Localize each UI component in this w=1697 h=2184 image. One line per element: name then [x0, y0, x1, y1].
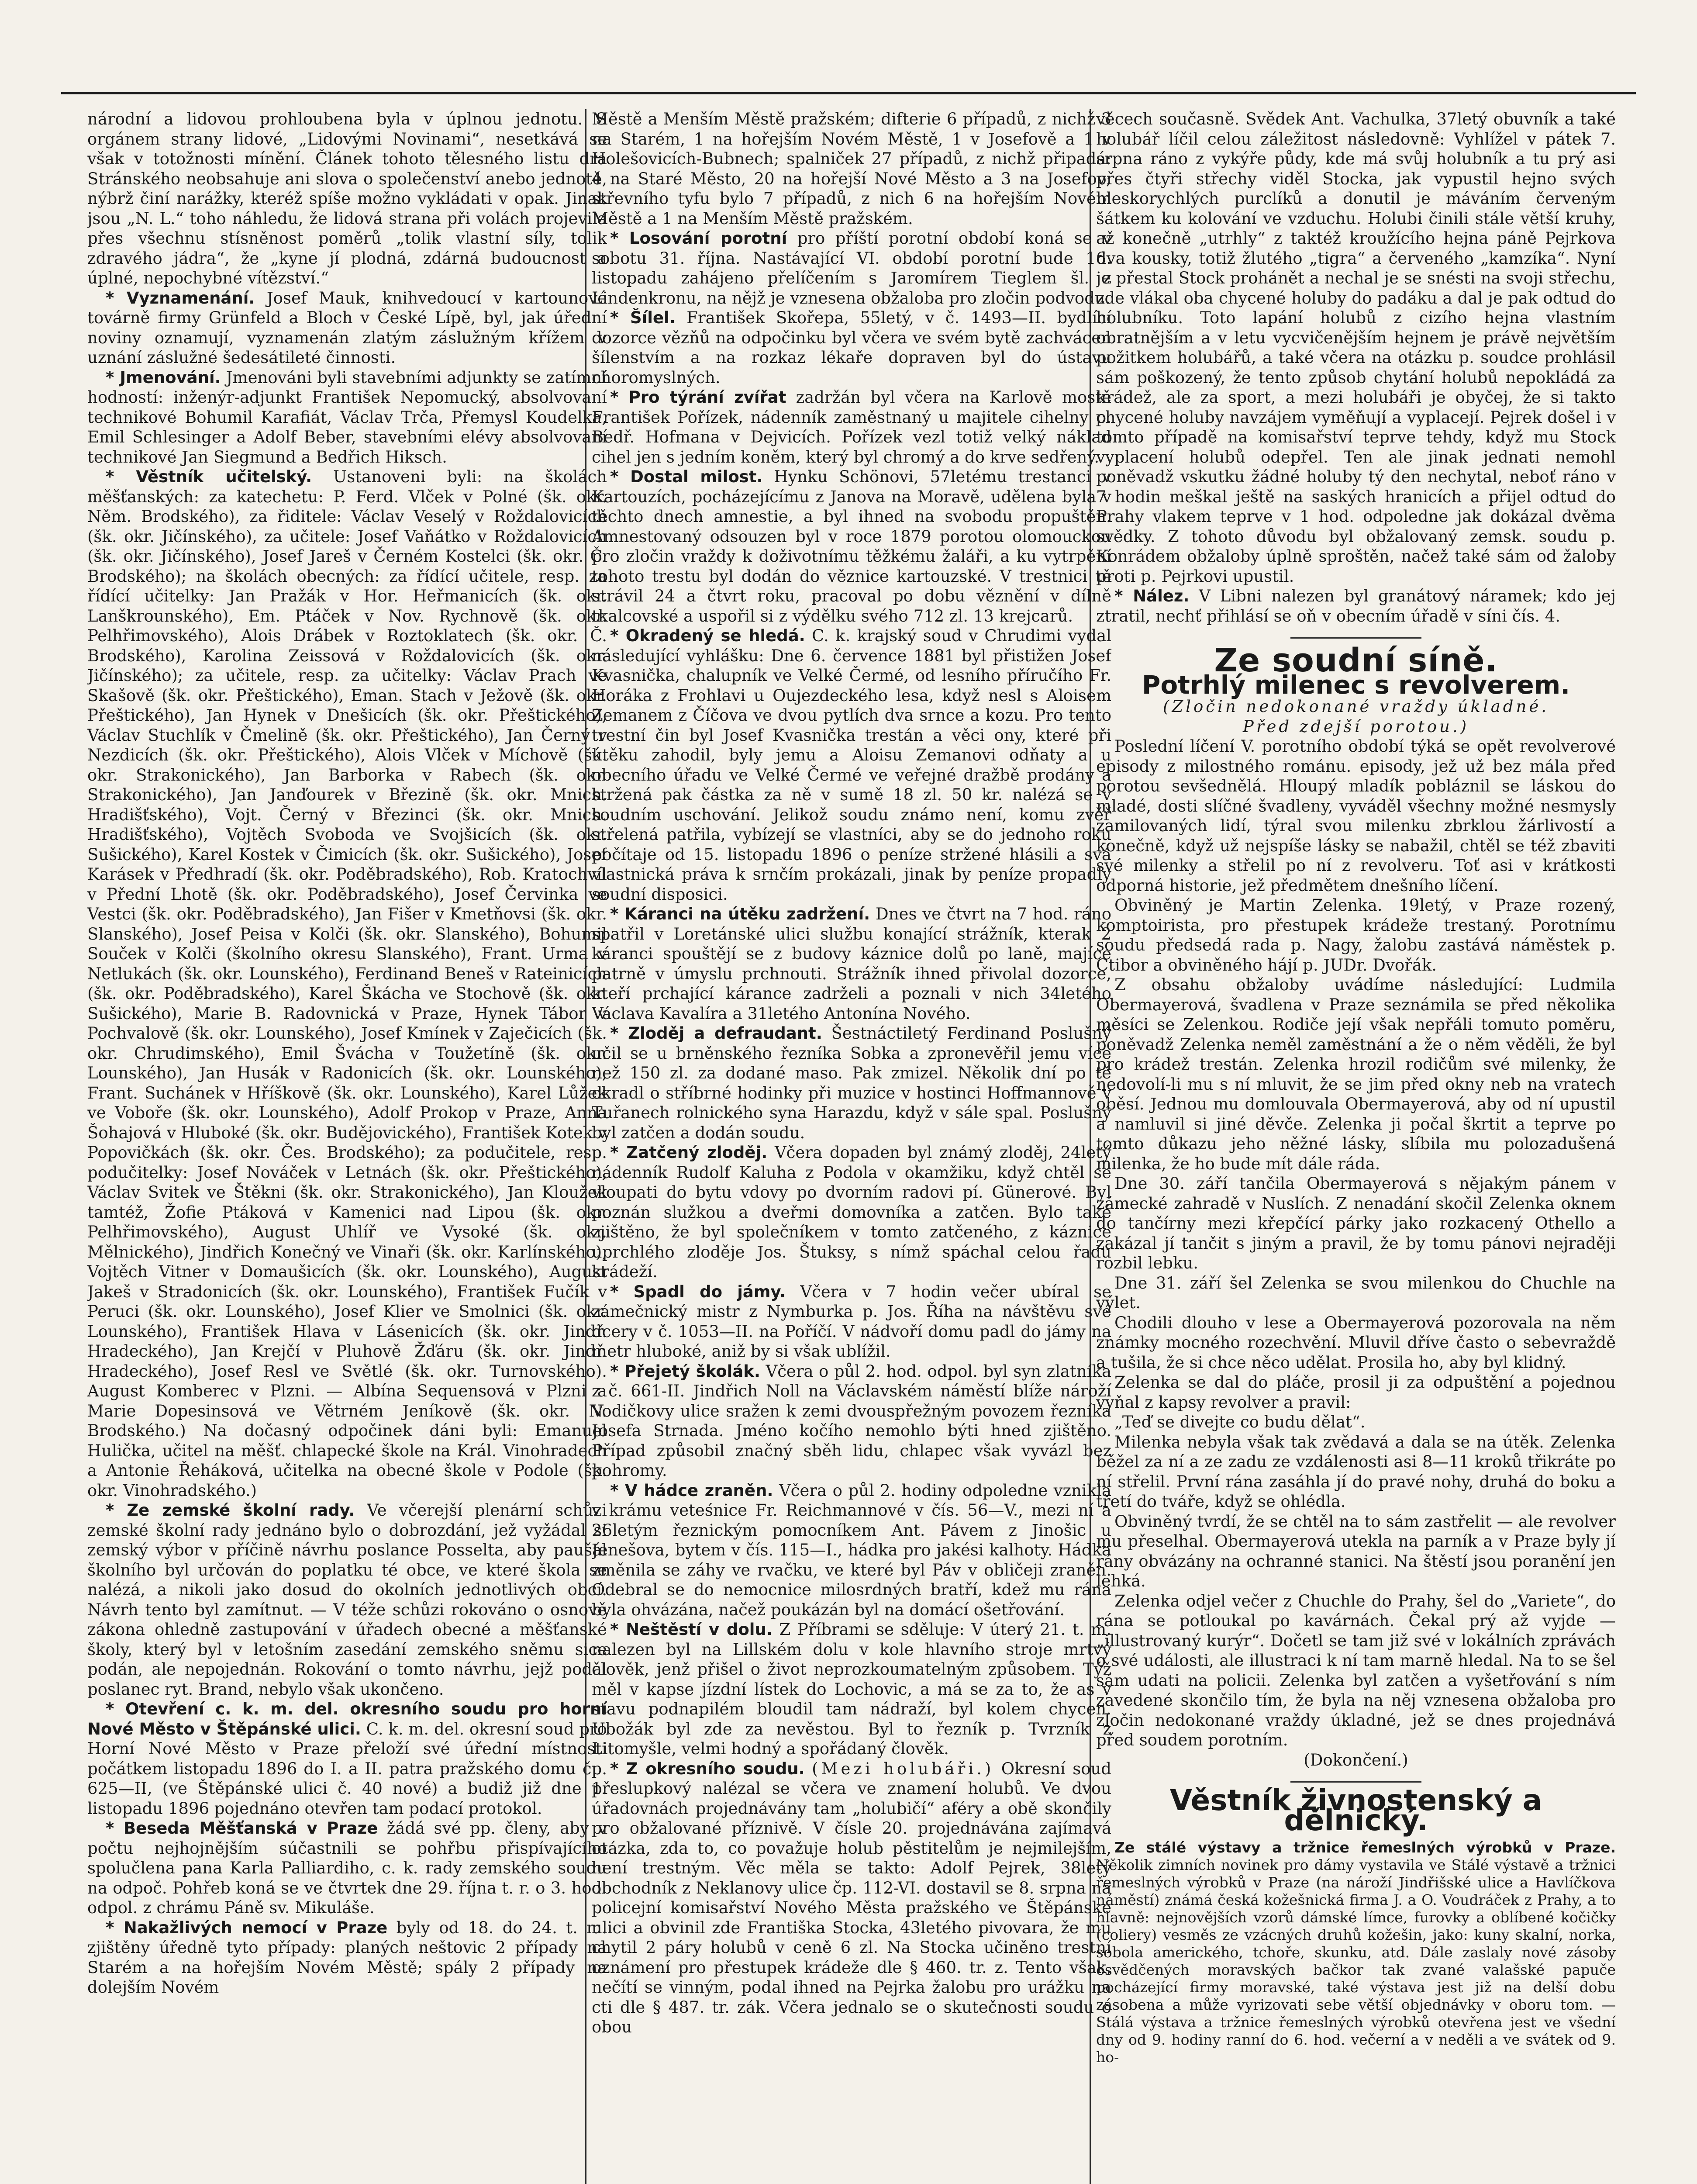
article-subtitle: (Zločin nedokonané vraždy úkladné. [1163, 697, 1549, 716]
article-okradeny [592, 626, 1111, 904]
article-heading: * Zloděj a defraudant. [610, 1024, 822, 1043]
article-heading: * Vyznamenání. [106, 288, 255, 308]
article-text: Zelenka odjel večer z Chuchle do Prahy, šel do „Variete“, do rána se potloukal po kavárnách. Čekal prý až vyjde — „illustrovaný kurýr“. Dočetl se tam již své v lokálních zprávách o své události, ale illustraci k ní tam marně hledal. Na to se šel sám udati na policii. Zelenka byl zatčen a vyšetřování s ním zavedené skončilo tím, že byla na něj vznesena obžaloba pro zločin nedokonané vraždy úkladné, jež se dnes projednává před soudem porotním. [1096, 1591, 1616, 1749]
article-losovani [592, 228, 1111, 308]
article-text: byly od 18. do 24. t. m. zjištěny úředně tyto případy: planých neštovic 2 případy na Starém a na hořejším Novém Městě; spály 2 případy na dolejším Novém [87, 1918, 607, 1997]
article-text: Včera o půl 2. hod. odpol. byl syn zlatníka z č. 661-II. Jindřich Noll na Václavském náměstí blíže nároží Vodičkovy ulice sražen k zemi dvouspřežným povozem řezníka Josefa Strnada. Jméno kočího nemohlo býti hned zjištěno. Případ způsobil značný sběh lidu, chlapec však vyvázl bez pohromy. [592, 1362, 1111, 1480]
article-text: Obviněný tvrdí, že se chtěl na to sám zastřelit — ale revolver mu přeselhal. Obermayerová utekla na parník a v Praze byly jí rány obvázány na ochranné stanici. Na štěstí jsou poranění jen lehká. [1096, 1512, 1616, 1590]
article-skolni-rada [87, 1500, 607, 1699]
article-skolak [592, 1362, 1111, 1481]
article-heading: * Ze zemské školní rady. [106, 1501, 355, 1520]
article-jmenovani [87, 368, 607, 467]
article-okresni-soud-holubari [592, 1759, 1111, 2037]
article-beseda [87, 1818, 607, 1918]
article-text: Šestnáctiletý Ferdinand Poslušný učil se u brněnského řezníka Sobka a zpronevěřil jemu více než 150 zl. za dodané maso. Pak zmizel. Několik dní po tě okradl o stříbrné hodinky při muzice v hostinci Hoffmannově v Tuřanech rolnického syna Harazdu, když v sále spal. Poslušný byl zatčen a dodán soudu. [592, 1024, 1111, 1142]
article-heading: * Káranci na útěku zadržení. [610, 905, 870, 923]
article-text: národní a lidovou prohloubena byla v úplnou jednotu. S orgánem strany lidové, „Lidovými Novinami“, nesetkává se však v totožnosti mínění. Článek tohoto tělesného listu dra Stránského neobsahuje ani slova o společenství anebo jednotě, nýbrž činí narážky, kteréž spíše možno vykládati v opak. Jinak jsou „N. L.“ toho náhledu, že lidová strana při volách projevila přes všechnu stísněnost poměrů „tolik vlastní síly, tolik zdravého jádra“, že „kyne jí plodná, zdárná budoucnost a úplné, nepochybné vítězství.“ [87, 110, 607, 287]
article-text: Poslední líčení V. porotního období týká se opět revolverové episody z milostného románu. episody, jež už bez mála před porotou sevšednělá. Hloupý mladík pobláznil se láskou do mladé, dosti slíčné švadleny, vyváděl všechny možné nesmysly zamilovaných lidí, týral svou milenku zbrklou žárlivostí a konečně, když už nejspíše lásky se nabažil, chtěl se též zbaviti své milenky a střelil po ní z revolveru. Toť asi v krátkosti odporná historie, jež předmětem dnešního líčení. [1096, 737, 1616, 895]
article-text: C. k. krajský soud v Chrudimi vydal následující vyhlášku: Dne 6. července 1881 byl přistižen Josef Kvasnička, chalupník ve Velké Čermé, od lesního příručího Fr. Horáka z Frohlavi u Oujezdeckého lesa, když nesl s Aloisem Zemanem z Číčova ve dvou pytlích dva srnce a kozu. Pro tento trestní čin byl Josef Kvasnička trestán a věci ony, které při útěku zahodil, byly jemu a Aloisu Zemanovi odňaty a u obecního úřadu ve Velké Čermé ve veřejné dražbě prodány a stržená pak částka za ně v sumě 18 zl. 50 kr. nalézá se v soudním uschování. Jelikož soudu známo není, komu zvěř střelená patřila, vybízejí se vlastníci, aby se do jednoho roku počítaje od 15. listopadu 1896 o peníze stržené hlásili a svá vlastnická práva k srnčím prokázali, jinak by peníze propadly soudní disposici. [592, 626, 1111, 904]
article-heading: * Zatčený zloděj. [610, 1143, 768, 1162]
article-text: V Libni nalezen byl granátový náramek; kdo jej ztratil, nechť přihlásí se oň v obecním úřadě v síni čís. 4. [1096, 587, 1616, 625]
article-heading: * Pro týrání zvířat [610, 388, 786, 407]
article-milost [592, 467, 1111, 626]
article-vestnik-ucitelsky [87, 467, 607, 1500]
section-title: Věstník živnostenský a dělnický. [1169, 1783, 1542, 1837]
article-okresni-soud [87, 1699, 607, 1818]
column-3 [1096, 109, 1616, 2184]
article-text: Zelenka se dal do pláče, prosil ji za odpuštění a pojednou vyňal z kapsy revolver a pravil: [1096, 1373, 1616, 1412]
article-text: Milenka nebyla však tak zvědavá a dala se na útěk. Zelenka běžel za ní a ze zadu ze vzdálenosti asi 8—11 kroků třikráte po ní střelil. První rána zasáhla jí do pravé nohy, druhá do boku a třetí do tváře, když se ohlédla. [1096, 1432, 1616, 1511]
article-heading: * Nález. [1114, 587, 1190, 605]
article-heading: * Neštěstí v dolu. [610, 1620, 773, 1639]
article-heading: * Otevření c. k. m. del. okresního soudu pro horní Nové Město v Štěpánské ulici. [87, 1700, 607, 1738]
article-text: Z obsahu obžaloby uvádíme následující: Ludmila Obermayerová, švadlena v Praze seznámila se před několika měsíci se Zelenkou. Rodiče její však nepřáli tomuto poměru, poněvadž Zelenka neměl zaměstnání a že o něm věděli, že byl pro krádež trestán. Zelenka hrozil rodičům své milenky, že nedovolí-li mu s ní mluvit, že se jim před okny neb na vratech oběsí. Jednou mu domlouvala Obermayerová, aby od ní upustil a namluvil si jiné děvče. Zelenka ji počal škrtit a teprve po tomto důkazu jeho něžné lásky, slíbila mu polozadušená milenka, že ho bude mít dále ráda. [1096, 975, 1616, 1173]
article-heading: * Spadl do jámy. [610, 1282, 786, 1301]
section-divider [1290, 1781, 1421, 1783]
section-divider [1290, 637, 1421, 639]
article-text: žádá své pp. členy, aby v počtu nejhojnějším súčastnili se pohřbu přispívajícího spolučlena pana Karla Palliardiho, c. k. rady zemského soudu na odpoč. Pohřeb koná se ve čtvrtek dne 29. října t. r. o 3. hod. odpol. z chrámu Páně sv. Mikuláše. [87, 1819, 607, 1917]
top-rule [61, 92, 1636, 94]
column-1 [87, 109, 607, 2184]
article-text: C. k. m. del. okresní soud pro Horní Nové Město v Praze přeloží své úřední místnosti počátkem listopadu 1896 do I. a II. patra pražského domu čp. 625—II, (ve Štěpánské ulici č. 40 nové) a budiž již dne 1. listopadu 1896 pojednáno otevřen tam podací protokol. [87, 1719, 607, 1818]
article-heading: * Přejetý školák. [610, 1362, 760, 1381]
section-title: Ze soudní síně. [1214, 642, 1498, 679]
article-text: Včera dopaden byl známý zloděj, 24letý nádenník Rudolf Kaluha z Podola v okamžiku, když chtěl se vloupati do bytu vdovy po dvorním radovi pí. Günerové. Byl poznán služkou a dveřmi domovníka a zatčen. Bylo také zjištěno, že byl společníkem v tomto zatčeného, z káznice uprchlého zloděje Jos. Štuksy, s nímž spáchal celou řadu krádeží. [592, 1143, 1111, 1281]
article-zatceny-zlodej [592, 1143, 1111, 1282]
article-silel [592, 308, 1111, 387]
article-text: Obviněný je Martin Zelenka. 19letý, v Praze rozený, komptoirista, pro přestupek krádeže trestaný. Porotnímu soudu předsedá rada p. Nagy, žalobu zastává náměstek p. Ctibor a obviněného hájí p. JUDr. Dvořák. [1096, 896, 1616, 975]
article-text: Hynku Schönovi, 57letému trestanci v Kartouzích, pocházejícímu z Janova na Moravě, udělena byla v těchto dnech amnestie, a byl ihned na svobodu propuštěn. Amnestovaný odsouzen byl v roce 1879 porotou olomouckou pro zločin vraždy k doživotnímu těžkému žaláři, a ku vytrpění tohoto trestu byl dodán do věznice kartouzské. V trestnici tě strávil 24 a čtvrt roku, pracoval po dobu věznění v dílně tkalcovské a uspořil si z výdělku svého 712 zl. 13 krejcarů. [592, 467, 1111, 625]
article-text: Včera v 7 hodin večer ubíral se zámečnický mistr z Nymburka p. Jos. Říha na návštěvu své dcery v č. 1053—II. na Poříčí. V nádvoří domu padl do jámy na metr hluboké, aniž by si však ublížil. [592, 1282, 1111, 1361]
article-text: Z Příbrami se sděluje: V úterý 21. t. m. nalezen byl na Lillském dolu v kole hlavního stroje mrtvý člověk, jenž přišel o život neprozkoumatelným způsobem. Týž měl v kapse jízdní lístek do Lochovic, a má se za to, že as v stavu podnapilém bloudil tam nádraží, byl kolem chycen. Ubožák byl zde za nevěstou. Byl to řezník p. Tvrzník z Litomyšle, velmi hodný a spořádaný člověk. [592, 1620, 1111, 1758]
article-text: Josef Mauk, knihvedoucí v kartounové továrně firmy Grünfeld a Bloch v České Lípě, byl, jak úřední noviny oznamují, vyznamenán zlatým záslužným křížem v uznání záslužné šedesátileté činnosti. [87, 288, 607, 367]
article-text: Chodili dlouho v lese a Obermayerová pozorovala na něm známky mocného rozechvění. Mluvil dříve často o sebevraždě a tušila, že si chce něco udělat. Prosila ho, aby byl klidný. [1096, 1313, 1616, 1372]
article-tyrani [592, 387, 1111, 467]
article-text: věcech současně. Svědek Ant. Vachulka, 37letý obuvník a také holubář líčil celou záležitost následovně: Vyhlížel v pátek 7. srpna ráno z vykýře půdy, kde má svůj holubník a tu prý asi přes čtyři střechy viděl Stocka, jak vypustil hejno svých bleskorychlých purclíků a donutil je máváním červeným šátkem ku kolování ve vzduchu. Holubi činili stále větší kruhy, až konečně „utrhly“ z taktéž kroužícího hejna páně Pejrkova dva kousky, totiž žlutého „tigra“ a červeného „kamzíka“. Nyní je přestal Stock prohánět a nechal je se snésti na svoji střechu, zde vlákal oba chycené holuby do padáku a dal je pak odtud do holubníku. Toto lapání holubů z cizího hejna vlastním obratnějším a v letu vycvičenějším hejnem je právě největším požitkem holubářů, a také včera na otázku p. soudce prohlásil sám poškozený, že tento způsob chytání holubů nepokládá za krádež, ale za sport, a mezi holubáři je obyčej, že si takto chycené holuby navzájem vyměňují a vyplacejí. Pejrek došel i v tomto případě na komisařství teprve tehdy, když mu Stock vyplacení holubů odepřel. Ten ale jinak jednati nemohl poněvadž vskutku žádné holuby tý den nechytal, neboť ráno v 7 hodin meškal ještě na saských hranicích a přijel odtud do Prahy vlakem teprve v 1 hod. odpoledne jak dokázal dvěma svědky. Z tohoto důvodu byl obžalovaný zemsk. soudu p. Konrádem obžaloby úplně sproštěn, načež také sám od žaloby proti p. Pejrkovi upustil. [1096, 110, 1616, 586]
article-hadka [592, 1481, 1111, 1620]
article-heading: * Z okresního soudu. [610, 1759, 805, 1778]
article-text: Dne 30. září tančila Obermayerová s nějakým pánem v zámecké zahradě v Nuslích. Z nenadání skočil Zelenka oknem do tančírny mezi křepčící párky jako rozkacený Othello a zakázal jí tančit s jiným a pravil, že by tomu pánovi nejraději rozbil lebku. [1096, 1174, 1616, 1272]
article-text: Jmenováni byli stavebními adjunkty se zatímní hodností: inženýr-adjunkt František Nepomucký, absolvovaní technikové Bohumil Karafiát, Václav Trča, Přemysl Koudelka, Emil Schlesinger a Adolf Beber, stavebními elévy absolvovaní technikové Jan Siegmund a Bedřich Hiksch. [87, 368, 607, 467]
article-heading: * Věstník učitelský. [106, 467, 312, 486]
article-vyznamenani [87, 288, 607, 368]
article-karanci [592, 904, 1111, 1023]
article-text: František Skořepa, 55letý, v č. 1493—II. bydlící dozorce vězňů na odpočinku byl včera ve svém bytě zachvácen šílenstvím a na rozkaz lékaře dopraven byl do ústavu choromyslných. [592, 308, 1111, 387]
article-text: Dnes ve čtvrt na 7 hod. ráno spatřil v Loretánské ulici službu konající strážník, kterak 2 káranci spouštějí se z budovy káznice dolů po laně, majíce patrně v úmyslu prchnouti. Strážník ihned přivolal dozorce, kteří prchající kárance zadrželi a poznali v nich 34letého Václava Kavalíra a 31letého Antonína Nového. [592, 905, 1111, 1023]
article-heading: * Dostal milost. [610, 467, 763, 486]
article-nemoci [87, 1918, 607, 1997]
article-subtitle: Před zdejší porotou.) [1242, 717, 1469, 736]
article-text: pro příští porotní období koná se v sobotu 31. října. Nastávající VI. období porotní bude 16. listopadu zahájeno přelíčením s Jaromírem Tieglem šl. z Lindenkronu, na nějž je vznesena obžaloba pro zločin podvodu. [592, 229, 1111, 308]
article-text: Několik zimních novinek pro dámy vystavila ve Stálé výstavě a tržnici řemeslných výrobků v Praze (na nároží Jindřišské ulice a Havlíčkova náměstí) známá česká kožešnická firma J. a O. Voudráček z Prahy, a to hlavně: nejnovějších vzorů dámské límce, furovky a oblíbené kočičky (coliery) vesměs ze vzácných druhů kožešin, jako: kuny skalní, norka, sobola amerického, tchoře, skunku, atd. Dále zaslaly nové zásoby osvědčených moravských bačkor tak zvané valašské papuče pocházející firmy moravské, také výstava jest již na delší dobu zásobena a může vyrizovati sebe větší objednávky v oboru tom. — Stálá výstava a tržnice řemeslných výrobků otevřena jest ve všední dny od 9. hodiny ranní do 6. hod. večerní a v neděli a ve svátek od 9. ho- [1096, 1856, 1616, 2066]
article-heading: * Nakažlivých nemocí v Praze [106, 1918, 388, 1937]
article-subheading: (Mezi holubáři.) [812, 1759, 994, 1778]
article-vystava [1096, 1839, 1616, 2066]
article-heading: * Beseda Měšťanská v Praze [106, 1819, 378, 1838]
article-spadl [592, 1282, 1111, 1362]
article-nestesti [592, 1620, 1111, 1759]
article-text: Ve včerejší plenární schůzi zemské školní rady jednáno bylo o dobrozdání, jež vyžádal si zemský výbor v příčině návrhu poslance Posselta, aby paušál školního byl určován do poplatku té obce, ve které škola se nalézá, a nikoli jako dosud do okolních jednotlivých obcí. Návrh tento byl zamítnut. — V téže schůzi rokováno o osnově zákona ohledně zastupování v úřadech obecné a měšťanské školy, který byl v letošním zasedání zemského sněmu sice podán, ale nepojednán. Rokování o tomto návrhu, jejž podal poslanec ryt. Brand, nebylo však ukončeno. [87, 1501, 607, 1699]
article-text: „Teď se divejte co budu dělat“. [1114, 1413, 1366, 1431]
article-heading: * Jmenování. [106, 368, 221, 387]
column-2 [592, 109, 1111, 2184]
article-heading: Ze stálé výstavy a tržnice řemeslných výrobků v Praze. [1114, 1839, 1616, 1856]
continuation-note: (Dokončení.) [1304, 1750, 1408, 1769]
article-heading: * Okradený se hledá. [610, 626, 805, 645]
article-nalez [1096, 586, 1616, 626]
article-heading: * Losování porotní [610, 229, 787, 248]
article-text: Ustanoveni byli: na školách měšťanských: za katechetu: P. Ferd. Vlček v Polné (šk. okr. Něm. Brodského), za řiditele: Václav Veselý v Roždalovicích (šk. okr. Jičínského), za učitele: Josef Vaňátko v Roždalovicích (šk. okr. Jičínského), Josef Jareš v Černém Kostelci (šk. okr. Č. Brodského); na školách obecných: za řídící učitele, resp. za řídící učitelky: Jan Pražák v Hor. Heřmanicích (šk. okr. Lanškrounského), Em. Ptáček v Nov. Rychnově (šk. okr. Pelhřimovského), Alois Drábek v Roztoklatech (šk. okr. Č. Brodského), Karolina Zeissová v Roždalovicích (šk. okr. Jičínského); za učitele, resp. za učitelky: Václav Prach ve Skašově (šk. okr. Přeštického), Eman. Stach v Ježově (šk. okr. Přeštického), Jan Hynek v Dnešicích (šk. okr. Přeštického), Václav Stuchlík v Čmelině (šk. okr. Přeštického), Jan Černý v Nezdicích (šk. okr. Přeštického), Alois Vlček v Míchově (šk. okr. Strakonického), Jan Barborka v Rabech (šk. okr. Strakonického), Jan Janďourek v Březině (šk. okr. Mnich. Hradišťského), Vojt. Černý v Březinci (šk. okr. Mnich. Hradišťského), Vojtěch Svoboda ve Svojšicích (šk. okr. Sušického), Karel Kostek v Čimicích (šk. okr. Sušického), Josef Karásek v Předhradí (šk. okr. Poděbradského), Rob. Kratochvíl v Přední Lhotě (šk. okr. Poděbradského), Josef Červinka ve Vestci (šk. okr. Poděbradského), Jan Fišer v Kmetňovsi (šk. okr. Slanského), Josef Peisa v Kolči (šk. okr. Slanského), Bohumil Souček v Kolči (školního okresu Slanského), Frant. Urma v Netlukách (šk. okr. Lounského), Ferdinand Beneš v Rateinicích (šk. okr. Poděbradského), Karel Škácha ve Stochově (šk. okr. Sušického), Marie B. Radovnická v Praze, Hynek Tábor v Pochvalově (šk. okr. Lounského), Josef Kmínek v Zaječicích (šk. okr. Chrudimského), Emil Švácha v Toužetíně (šk. okr. Lounského), Jan Husák v Radonicích (šk. okr. Lounského), Frant. Suchánek v Hříškově (šk. okr. Lounského), Karel Lůžek ve Voboře (šk. okr. Lounského), Adolf Prokop v Praze, Anna Šohajová v Hluboké (šk. okr. Budějovického), František Kotek v Popovičkách (šk. okr. Čes. Brodského); za podučitele, resp. podučitelky: Josef Nováček v Letnách (šk. okr. Přeštického), Václav Svitek ve Štěkni (šk. okr. Strakonického), Jan Kloužek tamtéž, Žofie Ptáková v Kamenici nad Lipou (šk. okr. Pelhřimovského), August Uhlíř ve Vysoké (šk. okr. Mělnického), Jindřich Konečný ve Vinaři (šk. okr. Karlínského), Vojtěch Vitner v Domaušicích (šk. okr. Lounského), August Jakeš v Stradonicích (šk. okr. Lounského), František Fučík v Peruci (šk. okr. Lounského), Josef Klier ve Smolnici (šk. okr. Lounského), František Hlava v Lásenicích (šk. okr. Jindř. Hradeckého), Jan Krejčí v Pluhově Žďáru (šk. okr. Jindř. Hradeckého), Josef Resl ve Světlé (šk. okr. Turnovského). August Komberec v Plzni. — Albína Sequensová v Plzni a Marie Dopesinsová ve Větrném Jeníkově (šk. okr. N. Brodského.) Na dočasný odpočinek dáni byli: Emanuel Hulička, učitel na měšť. chlapecké škole na Král. Vinohradech a Antonie Řeháková, učitelka na obecné škole v Podole (šk. okr. Vinohradského.) [87, 467, 607, 1500]
article-heading: * Šílel. [610, 308, 676, 327]
article-heading: * V hádce zraněn. [610, 1481, 773, 1500]
article-text: zadržán byl včera na Karlově mostě František Pořízek, nádenník zaměstnaný u majitele cihelny p. Bedř. Hofmana v Dejvicích. Pořízek vezl totiž velký náklad cihel jen s jedním koněm, který byl chromý a do krve sedřený. [592, 388, 1111, 467]
article-text: Městě a Menším Městě pražském; difterie 6 případů, z nichž 3 na Starém, 1 na hořejším Novém Městě, 1 v Josefově a 1 v Holešovicích-Bubnech; spalniček 27 případů, z nichž připadá: 4 na Staré Město, 20 na hořejší Nové Město a 3 na Josefov; střevního tyfu bylo 7 případů, z nich 6 na hořejším Novém Městě a 1 na Menším Městě pražském. [592, 110, 1111, 228]
article-zlodej-defraudant [592, 1023, 1111, 1143]
article-text: Včera o půl 2. hodiny odpoledne vznikla v krámu veteśnice Fr. Reichmannové v čís. 56—V., mezi ní a 26letým řeznickým pomocníkem Ant. Pávem z Jinošic u Jenešova, bytem v čís. 115—I., hádka pro jakési kalhoty. Hádka změnila se záhy ve rvačku, ve které byl Páv v obličeji zraněn. Odebral se do nemocnice milosrdných bratří, kdež mu rána byla ohvázána, načež poukázán byl na domácí ošetřování. [592, 1481, 1111, 1619]
article-text: Dne 31. září šel Zelenka se svou milenkou do Chuchle na výlet. [1096, 1273, 1616, 1312]
article-text: Okresní soud přeslupkový nalézal se včera ve znamení holubů. Ve dvou úřadovnách projednávány tam „holubičí“ aféry a obě skončily pro obžalované příznivě. V čísle 20. projednávána zajímavá otázka, zda to, co považuje holub pěstitelům je nejmilejším, není trestným. Věc měla se takto: Adolf Pejrek, 38letý obchodník z Neklanovy ulice čp. 112-VI. dostavil se 8. srpna na policejní komisařství Nového Města pražského ve Štěpánské ulici a obvinil zde Františka Stocka, 43letého pivovara, že mu chytil 2 páry holubů v ceně 6 zl. Na Stocka učiněno trestní oznámení pro přestupek krádeže dle § 460. tr. z. Tento však, nečítí se vinným, podal ihned na Pejrka žalobu pro urážku na cti dle § 487. tr. zák. Včera jednalo se o skutečnosti soudu o obou [592, 1759, 1111, 2036]
article-title: Potrhlý milenec s revolverem. [1142, 670, 1570, 700]
